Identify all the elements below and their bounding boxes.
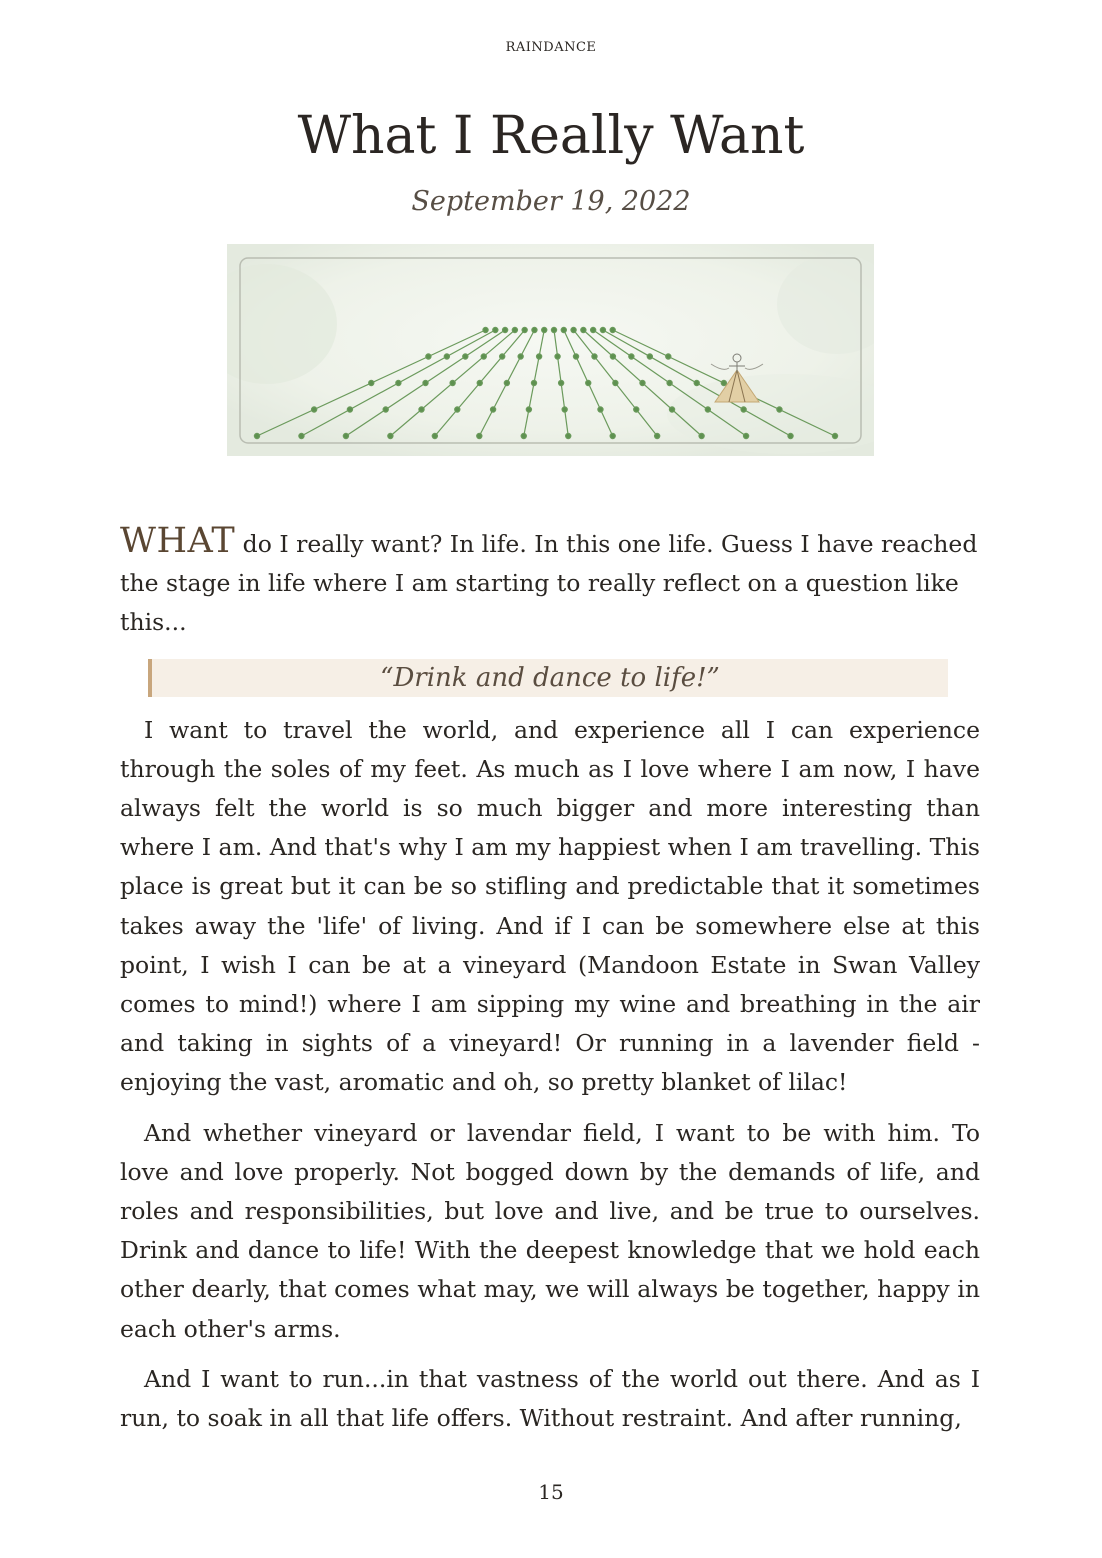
vine-dot <box>483 327 488 332</box>
post-date: September 19, 2022 <box>411 186 691 217</box>
vine-dot <box>721 380 726 385</box>
vine-dot <box>481 354 486 359</box>
vine-dot <box>343 433 348 438</box>
vine-dot <box>537 354 542 359</box>
lead-paragraph <box>120 522 980 643</box>
vine-dot <box>555 354 560 359</box>
vine-dot <box>629 354 634 359</box>
vine-dot <box>666 354 671 359</box>
vine-dot <box>477 380 482 385</box>
vine-dot <box>743 433 748 438</box>
vine-dot <box>347 407 352 412</box>
vine-dot <box>432 433 437 438</box>
vine-dot <box>591 327 596 332</box>
vine-dot <box>667 380 672 385</box>
vine-dot <box>777 407 782 412</box>
vine-dot <box>512 327 517 332</box>
vine-dot <box>788 433 793 438</box>
vine-dot <box>500 354 505 359</box>
vine-dot <box>426 354 431 359</box>
vine-dot <box>369 380 374 385</box>
vine-dot <box>655 433 660 438</box>
body-paragraph: And whether vineyard or lavendar field, I want to be with him. To love and love properly. Not bogged down by the demands of life, and roles and responsibilities, but love and live, and be true to ourselves. Drink and dance to life! With the deepest knowledge that we hold each other dearly, that comes what may, we will always be together, happy in each other's arms. <box>120 1118 980 1343</box>
vine-dot <box>419 407 424 412</box>
vine-dot <box>669 407 674 412</box>
vine-dot <box>832 433 837 438</box>
vine-dot <box>610 327 615 332</box>
vine-dot <box>551 327 556 332</box>
vine-dot <box>573 354 578 359</box>
vine-dot <box>613 380 618 385</box>
vine-dot <box>610 354 615 359</box>
vine-dot <box>647 354 652 359</box>
vine-dot <box>694 380 699 385</box>
vine-dot <box>586 380 591 385</box>
page-number: 15 <box>538 1480 564 1504</box>
vine-dot <box>640 380 645 385</box>
body-paragraph: And I want to run...in that vastness of the world out there. And as I run, to soak in all that life offers. Without restraint. And after running, <box>120 1364 980 1433</box>
vine-dot <box>566 433 571 438</box>
vine-dot <box>562 407 567 412</box>
vine-dot <box>526 407 531 412</box>
vine-dot <box>600 327 605 332</box>
body-paragraph: I want to travel the world, and experience all I can experience through the soles of my feet. As much as I love where I am now, I have always felt the world is so much bigger and more interesting than where I am. And that's why I am my happiest when I am travelling. This place is great but it can be so stifling and predictable that it sometimes takes away the 'life' of living. And if I can be somewhere else at this point, I wish I can be at a vineyard (Mandoon Estate in Swan Valley comes to mind!) where I am sipping my wine and breathing in the air and taking in sights of a vineyard! Or running in a lavender field - enjoying the vast, aromatic and oh, so pretty blanket of lilac! <box>120 715 980 1097</box>
vine-dot <box>559 380 564 385</box>
vineyard-illustration <box>227 244 874 456</box>
vine-dot <box>522 327 527 332</box>
vine-dot <box>581 327 586 332</box>
vine-dot <box>254 433 259 438</box>
vine-dot <box>532 327 537 332</box>
vine-dot <box>503 327 508 332</box>
vine-dot <box>531 380 536 385</box>
article-body <box>120 522 980 1449</box>
vine-dot <box>518 354 523 359</box>
lead-text: do I really want? In life. In this one life. Guess I have reached the stage in life where I am starting to really reflect on a question like this... <box>120 530 978 637</box>
pull-quote: “Drink and dance to life!” <box>148 659 948 697</box>
vine-dot <box>383 407 388 412</box>
vine-dot <box>455 407 460 412</box>
running-head: RAINDANCE <box>505 40 597 55</box>
vine-dot <box>699 433 704 438</box>
vine-dot <box>396 380 401 385</box>
vine-dot <box>705 407 710 412</box>
vine-dot <box>493 327 498 332</box>
vine-dot <box>312 407 317 412</box>
vine-dot <box>610 433 615 438</box>
vine-dot <box>571 327 576 332</box>
vine-dot <box>521 433 526 438</box>
vine-dot <box>741 407 746 412</box>
vine-dot <box>634 407 639 412</box>
vine-dot <box>542 327 547 332</box>
vine-dot <box>423 380 428 385</box>
vine-dot <box>388 433 393 438</box>
vine-dot <box>561 327 566 332</box>
vine-dot <box>598 407 603 412</box>
vine-dot <box>463 354 468 359</box>
vine-dot <box>490 407 495 412</box>
vine-dot <box>477 433 482 438</box>
vine-dot <box>504 380 509 385</box>
lead-word: WHAT <box>120 521 236 561</box>
vine-dot <box>592 354 597 359</box>
vine-dot <box>299 433 304 438</box>
vine-dot <box>450 380 455 385</box>
vine-dot <box>444 354 449 359</box>
page-title: What I Really Want <box>297 106 805 166</box>
